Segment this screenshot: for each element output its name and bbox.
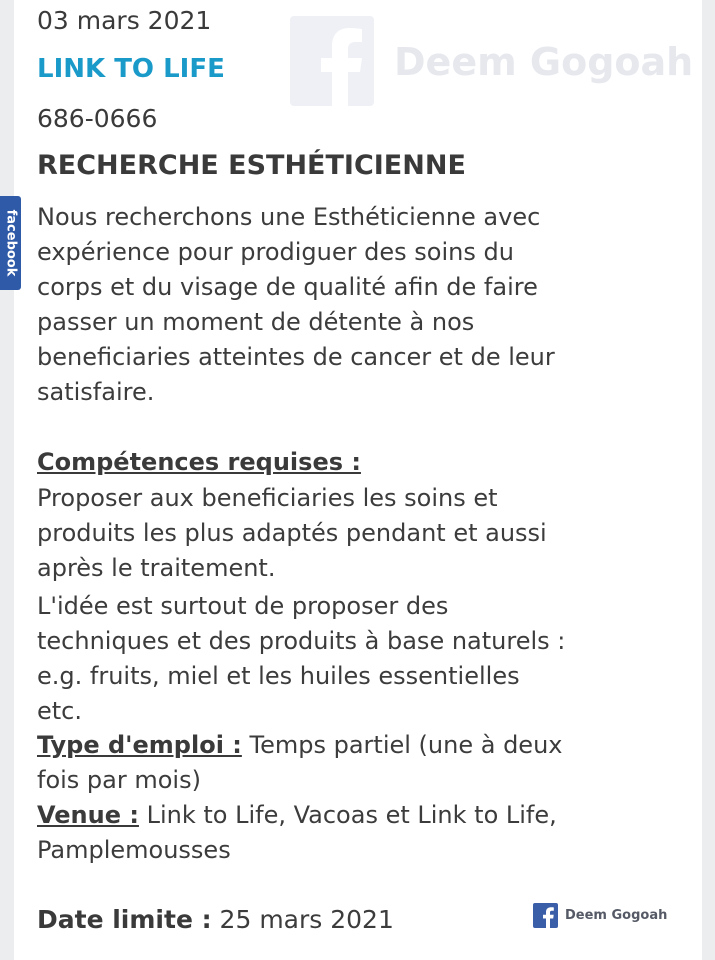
intro-line: expérience pour prodiguer des soins du — [37, 238, 514, 266]
watermark-name: Deem Gogoah — [394, 40, 694, 84]
deadline-row — [37, 905, 394, 934]
employment-type-row — [37, 731, 562, 759]
venue-continued: Pamplemousses — [37, 836, 231, 864]
intro-line: beneficiaries atteintes de cancer et de leur — [37, 343, 555, 371]
small-watermark — [533, 902, 667, 928]
skills-paragraph — [37, 481, 692, 586]
employment-type-value: Temps partiel (une à deux — [241, 731, 563, 759]
job-title: RECHERCHE ESTHÉTICIENNE — [37, 150, 466, 181]
facebook-logo-icon — [533, 903, 558, 928]
facebook-side-tab-label: facebook — [3, 209, 18, 277]
skills-line: Proposer aux beneficiaries les soins et — [37, 484, 498, 512]
intro-paragraph — [37, 200, 692, 410]
skills-heading: Compétences requises : — [37, 448, 361, 476]
venue-row — [37, 801, 557, 829]
deadline-label: Date limite : — [37, 905, 212, 934]
idea-line: techniques et des produits à base naturels : — [37, 627, 566, 655]
idea-paragraph — [37, 589, 692, 729]
venue-value: Link to Life, Vacoas et Link to Life, — [138, 801, 557, 829]
facebook-side-tab[interactable] — [0, 196, 21, 290]
intro-line: Nous recherchons une Esthéticienne avec — [37, 203, 541, 231]
venue-label: Venue : — [37, 801, 139, 829]
skills-line: produits les plus adaptés pendant et aussi — [37, 519, 547, 547]
deadline-value: 25 mars 2021 — [211, 905, 394, 934]
small-watermark-name: Deem Gogoah — [565, 907, 668, 923]
idea-line: L'idée est surtout de proposer des — [37, 592, 449, 620]
idea-line: e.g. fruits, miel et les huiles essentielles — [37, 662, 520, 690]
intro-line: satisfaire. — [37, 378, 155, 406]
employment-type-label: Type d'emploi : — [37, 731, 242, 759]
post-date: 03 mars 2021 — [37, 6, 212, 35]
company-name: LINK TO LIFE — [37, 54, 225, 84]
intro-line: passer un moment de détente à nos — [37, 308, 475, 336]
phone-number: 686-0666 — [37, 104, 158, 133]
skills-line: après le traitement. — [37, 554, 276, 582]
intro-line: corps et du visage de qualité afin de faire — [37, 273, 538, 301]
employment-type-continued: fois par mois) — [37, 766, 201, 794]
idea-line: etc. — [37, 697, 82, 725]
facebook-watermark-icon — [290, 16, 374, 106]
